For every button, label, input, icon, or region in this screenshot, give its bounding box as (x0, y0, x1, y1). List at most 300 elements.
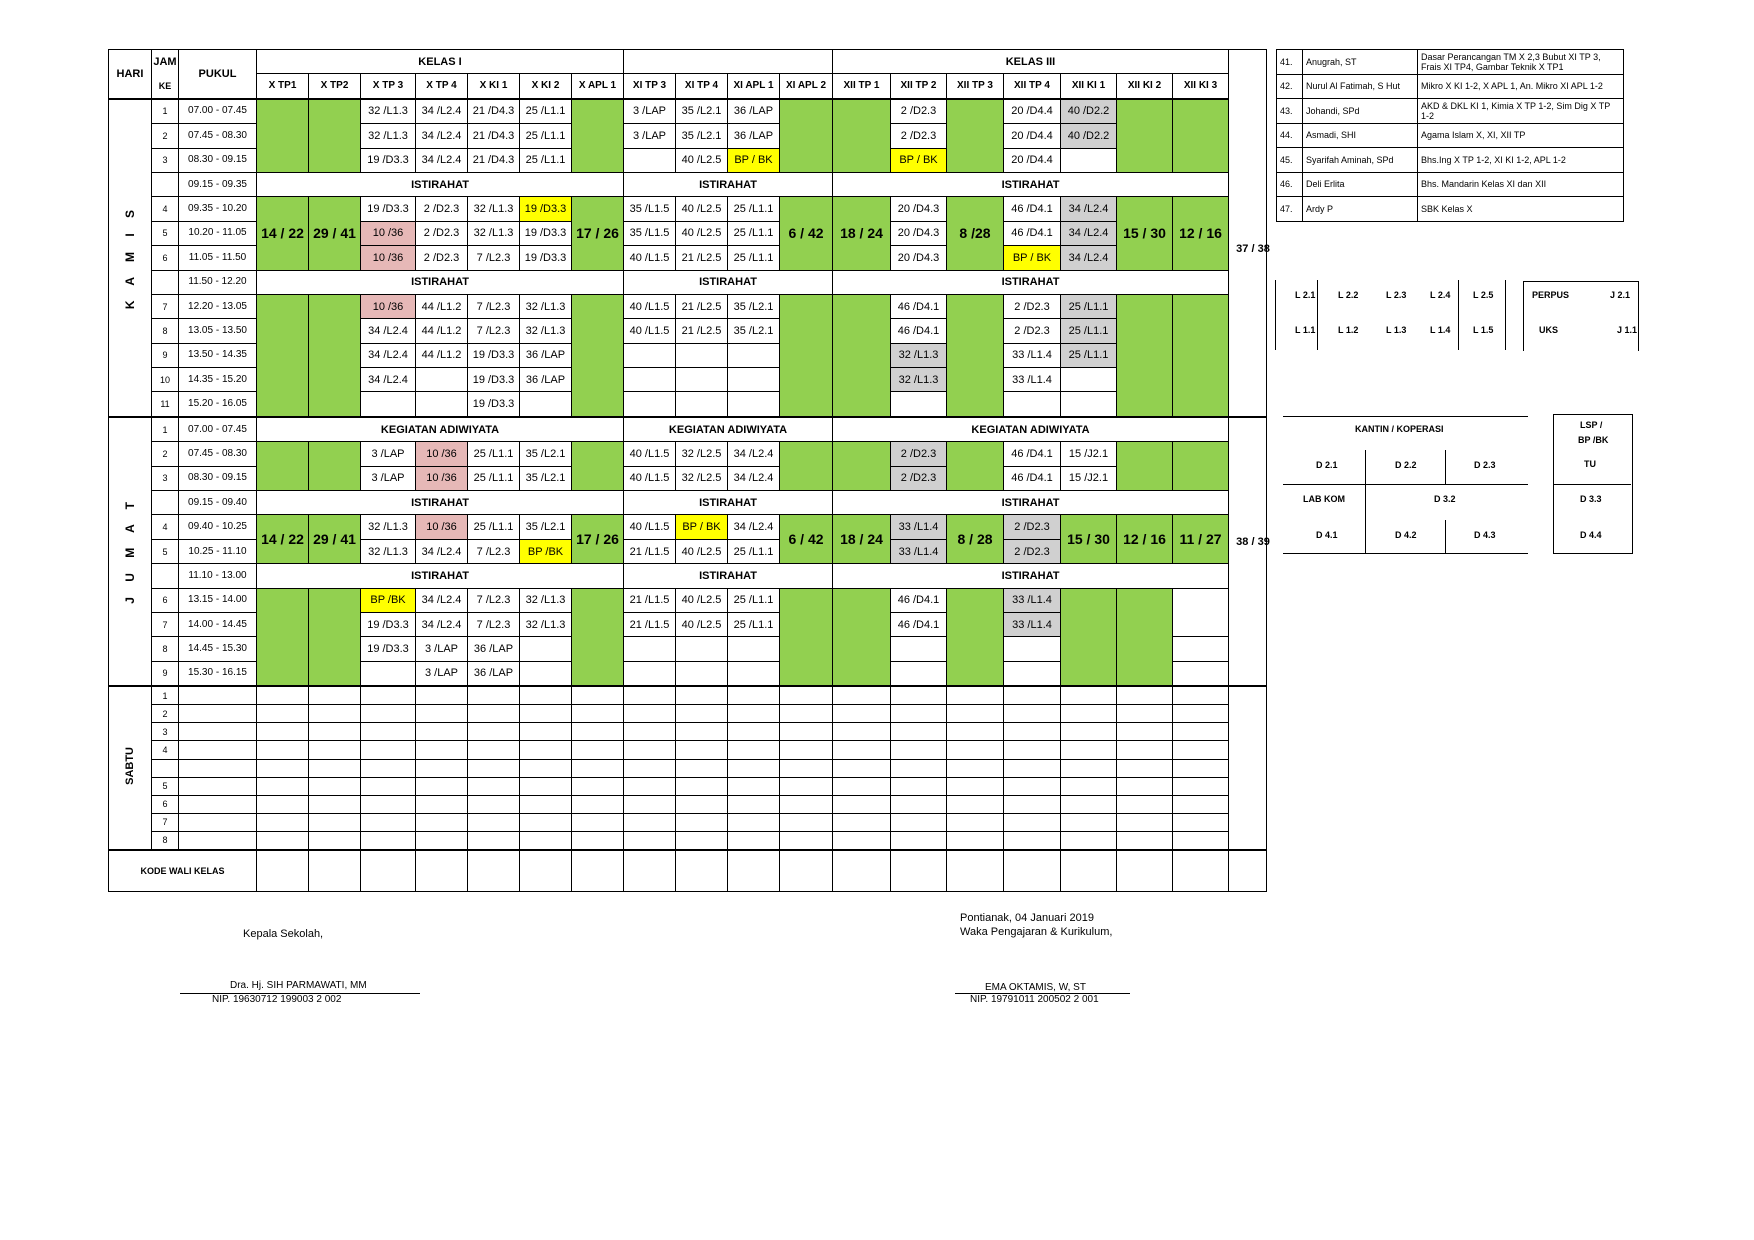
lesson-cell (728, 723, 780, 741)
teacher-no: 47. (1277, 197, 1303, 222)
lesson-cell (1117, 759, 1173, 777)
istirahat-label: ISTIRAHAT (257, 491, 624, 515)
lesson-cell: 35 /L2.1 (728, 294, 780, 318)
lesson-cell (947, 777, 1004, 795)
time-slot (179, 813, 257, 831)
lesson-cell (1173, 831, 1229, 850)
lesson-cell (891, 705, 947, 723)
lesson-cell: 15 /J2.1 (1061, 466, 1117, 490)
lesson-cell (520, 759, 572, 777)
lesson-cell: 40 /L1.5 (624, 319, 676, 343)
green-block: 8 / 28 (947, 515, 1004, 564)
lesson-cell: 34 /L2.4 (728, 442, 780, 466)
lesson-cell (1061, 795, 1117, 813)
lesson-cell (1061, 148, 1117, 172)
jam-ke: 7 (152, 813, 179, 831)
room-divider (1523, 281, 1639, 282)
lesson-cell (947, 705, 1004, 723)
lesson-cell: 19 /D3.3 (520, 221, 572, 245)
room-label: PERPUS (1532, 290, 1570, 300)
lesson-cell: 7 /L2.3 (468, 294, 520, 318)
lesson-cell (361, 661, 416, 686)
lesson-cell: 32 /L1.3 (361, 99, 416, 124)
lesson-cell (728, 705, 780, 723)
side-blank (1229, 686, 1267, 850)
teacher-no: 46. (1277, 172, 1303, 197)
time-slot (179, 759, 257, 777)
lesson-cell (947, 831, 1004, 850)
lesson-cell: 10 /36 (361, 221, 416, 245)
lesson-cell (416, 813, 468, 831)
room-label: TU (1584, 459, 1596, 469)
lesson-cell (676, 661, 728, 686)
green-block (572, 294, 624, 416)
lesson-cell (624, 813, 676, 831)
green-block: 12 / 16 (1117, 515, 1173, 564)
lesson-cell (1173, 759, 1229, 777)
lesson-cell: 19 /D3.3 (361, 637, 416, 661)
lesson-cell: 3 /LAP (624, 124, 676, 148)
lesson-cell (1061, 392, 1117, 417)
kode-wali-cell (1117, 850, 1173, 892)
green-block (1173, 99, 1229, 173)
green-block (1173, 294, 1229, 416)
green-block (309, 99, 361, 173)
lesson-cell (624, 795, 676, 813)
lesson-cell (624, 741, 676, 759)
room-label: UKS (1539, 325, 1559, 335)
green-block (947, 294, 1004, 416)
class-header: XII KI 2 (1117, 74, 1173, 99)
jam-ke: 11 (152, 392, 179, 417)
jam-ke: 8 (152, 319, 179, 343)
green-block: 15 / 30 (1117, 197, 1173, 270)
lesson-cell (1004, 637, 1061, 661)
lesson-cell (1061, 741, 1117, 759)
green-block (309, 294, 361, 416)
jam-ke: 3 (152, 723, 179, 741)
lesson-cell: 2 /D2.3 (416, 246, 468, 270)
time-slot: 07.45 - 08.30 (179, 442, 257, 466)
lesson-cell: 20 /D4.4 (1004, 124, 1061, 148)
lesson-cell (624, 637, 676, 661)
class-header: XII KI 3 (1173, 74, 1229, 99)
lesson-cell (728, 686, 780, 705)
lesson-cell (572, 759, 624, 777)
lesson-cell: 46 /D4.1 (891, 588, 947, 612)
lesson-cell: 35 /L2.1 (728, 319, 780, 343)
kode-wali-cell (1004, 850, 1061, 892)
lesson-cell (780, 686, 833, 705)
time-slot: 09.40 - 10.25 (179, 515, 257, 539)
room-label: D 2.1 (1316, 460, 1338, 470)
lesson-cell (624, 759, 676, 777)
class-header: XII TP 3 (947, 74, 1004, 99)
lesson-cell (257, 686, 309, 705)
lesson-cell (361, 686, 416, 705)
lesson-cell (728, 759, 780, 777)
lesson-cell (1004, 777, 1061, 795)
time-slot (179, 741, 257, 759)
principal-nip: NIP. 19630712 199003 2 002 (212, 994, 342, 1005)
lesson-cell: 3 /LAP (361, 442, 416, 466)
class-header: XI TP 4 (676, 74, 728, 99)
lesson-cell: BP /BK (361, 588, 416, 612)
lesson-cell (520, 637, 572, 661)
lesson-cell: 34 /L2.4 (361, 368, 416, 392)
lesson-cell: 20 /D4.3 (891, 197, 947, 221)
vice-principal-title: Waka Pengajaran & Kurikulum, (960, 926, 1113, 938)
side-class-number: 38 / 39 (1236, 536, 1270, 548)
time-slot: 07.00 - 07.45 (179, 417, 257, 442)
vice-principal-nip: NIP. 19791011 200502 2 001 (970, 994, 1099, 1005)
lesson-cell (1004, 831, 1061, 850)
lesson-cell (676, 637, 728, 661)
lesson-cell (468, 759, 520, 777)
lesson-cell: 20 /D4.4 (1004, 99, 1061, 124)
lesson-cell (1004, 661, 1061, 686)
lesson-cell: 20 /D4.4 (1004, 148, 1061, 172)
lesson-cell (891, 723, 947, 741)
green-block (780, 294, 833, 416)
room-label: D 2.2 (1395, 460, 1417, 470)
room-label: L 1.5 (1473, 325, 1494, 335)
lesson-cell: 40 /L1.5 (624, 515, 676, 539)
lesson-cell (624, 392, 676, 417)
lesson-cell: 46 /D4.1 (1004, 221, 1061, 245)
lesson-cell (676, 759, 728, 777)
lesson-cell (257, 705, 309, 723)
jam-ke (152, 759, 179, 777)
lesson-cell (309, 831, 361, 850)
lesson-cell (1004, 813, 1061, 831)
room-divider (1553, 484, 1631, 485)
side-blank (1229, 850, 1267, 892)
kode-wali-cell (1173, 850, 1229, 892)
lesson-cell (1117, 777, 1173, 795)
lesson-cell: 21 /L2.5 (676, 246, 728, 270)
lesson-cell (891, 741, 947, 759)
lesson-cell (1004, 392, 1061, 417)
green-block (833, 442, 891, 491)
lesson-cell: 35 /L1.5 (624, 221, 676, 245)
room-label: D 2.3 (1474, 460, 1496, 470)
lesson-cell: 19 /D3.3 (468, 368, 520, 392)
time-slot: 07.45 - 08.30 (179, 124, 257, 148)
lesson-cell (520, 831, 572, 850)
lesson-cell: 7 /L2.3 (468, 539, 520, 563)
time-slot: 08.30 - 09.15 (179, 466, 257, 490)
lesson-cell: 34 /L2.4 (1061, 221, 1117, 245)
lesson-cell: 32 /L1.3 (361, 515, 416, 539)
lesson-cell (572, 831, 624, 850)
class-header: XII TP 1 (833, 74, 891, 99)
lesson-cell (309, 705, 361, 723)
lesson-cell (309, 759, 361, 777)
time-slot: 09.15 - 09.35 (179, 172, 257, 196)
kode-wali-cell (520, 850, 572, 892)
lesson-cell (257, 777, 309, 795)
lesson-cell (1061, 705, 1117, 723)
green-block: 29 / 41 (309, 515, 361, 564)
jam-ke: 8 (152, 831, 179, 850)
room-label: L 2.4 (1430, 290, 1451, 300)
lesson-cell: 32 /L2.5 (676, 466, 728, 490)
jam-ke: 7 (152, 612, 179, 636)
lesson-cell (624, 723, 676, 741)
lesson-cell (891, 831, 947, 850)
lesson-cell (676, 813, 728, 831)
time-slot (179, 686, 257, 705)
class-header: X TP 4 (416, 74, 468, 99)
lesson-cell (891, 759, 947, 777)
jam-ke (152, 270, 179, 294)
lesson-cell (572, 741, 624, 759)
lesson-cell: 32 /L2.5 (676, 442, 728, 466)
lesson-cell: 10 /36 (416, 466, 468, 490)
lesson-cell: 2 /D2.3 (1004, 319, 1061, 343)
lesson-cell (1117, 813, 1173, 831)
lesson-cell: 10 /36 (416, 515, 468, 539)
istirahat-label: ISTIRAHAT (833, 564, 1229, 588)
lesson-cell: 21 /L1.5 (624, 588, 676, 612)
room-label: LAB KOM (1303, 494, 1345, 504)
lesson-cell (1004, 705, 1061, 723)
room-label: D 4.2 (1395, 530, 1417, 540)
green-block (309, 588, 361, 686)
jam-ke: 2 (152, 442, 179, 466)
lesson-cell (520, 705, 572, 723)
day-sabtu-label: SABTU (124, 747, 136, 786)
day-jumat-label: J U M A T (123, 496, 137, 604)
teacher-no: 41. (1277, 50, 1303, 75)
lesson-cell: 36 /LAP (520, 368, 572, 392)
lesson-cell: 34 /L2.4 (1061, 197, 1117, 221)
room-divider (1523, 281, 1524, 351)
class-header: XI APL 2 (780, 74, 833, 99)
lesson-cell (257, 795, 309, 813)
hari-header: HARI (109, 50, 152, 99)
room-label: BP /BK (1578, 435, 1609, 445)
lesson-cell: 19 /D3.3 (468, 392, 520, 417)
lesson-cell (624, 686, 676, 705)
lesson-cell: 40 /L1.5 (624, 442, 676, 466)
time-slot: 14.00 - 14.45 (179, 612, 257, 636)
lesson-cell: 25 /L1.1 (520, 148, 572, 172)
room-label: L 1.2 (1338, 325, 1359, 335)
lesson-cell: 35 /L2.1 (520, 515, 572, 539)
lesson-cell: 2 /D2.3 (891, 466, 947, 490)
lesson-cell (728, 813, 780, 831)
lesson-cell (520, 723, 572, 741)
green-block (780, 442, 833, 491)
lesson-cell (1173, 661, 1229, 686)
lesson-cell: 33 /L1.4 (1004, 612, 1061, 636)
kode-wali-cell (891, 850, 947, 892)
green-block (572, 442, 624, 491)
lesson-cell (468, 795, 520, 813)
lesson-cell: 33 /L1.4 (891, 515, 947, 539)
lesson-cell: 40 /L2.5 (676, 221, 728, 245)
teacher-name: Asmadi, SHI (1303, 123, 1418, 148)
time-slot: 09.15 - 09.40 (179, 491, 257, 515)
lesson-cell: 46 /D4.1 (891, 319, 947, 343)
lesson-cell (468, 813, 520, 831)
lesson-cell: 32 /L1.3 (520, 294, 572, 318)
lesson-cell (780, 741, 833, 759)
lesson-cell: 32 /L1.3 (361, 124, 416, 148)
jam-ke: 1 (152, 686, 179, 705)
room-label: J 1.1 (1617, 325, 1638, 335)
time-slot (179, 705, 257, 723)
time-slot: 09.35 - 10.20 (179, 197, 257, 221)
lesson-cell (468, 686, 520, 705)
teacher-subject: Bhs. Mandarin Kelas XI dan XII (1418, 172, 1624, 197)
lesson-cell: 35 /L2.1 (520, 466, 572, 490)
lesson-cell: 19 /D3.3 (520, 197, 572, 221)
jam-ke: 7 (152, 294, 179, 318)
side-class-number: 37 / 38 (1236, 243, 1270, 255)
jam-ke: 10 (152, 368, 179, 392)
lesson-cell (1173, 741, 1229, 759)
lesson-cell: 20 /D4.3 (891, 221, 947, 245)
lesson-cell (520, 392, 572, 417)
lesson-cell (891, 392, 947, 417)
lesson-cell: 35 /L2.1 (676, 124, 728, 148)
lesson-cell: 44 /L1.2 (416, 343, 468, 367)
lesson-cell: 40 /L1.5 (624, 246, 676, 270)
green-block: 29 / 41 (309, 197, 361, 270)
room-label: L 2.3 (1386, 290, 1407, 300)
lesson-cell (416, 392, 468, 417)
kode-wali-label: KODE WALI KELAS (109, 850, 257, 892)
lesson-cell: 7 /L2.3 (468, 588, 520, 612)
lesson-cell (416, 741, 468, 759)
teacher-name: Syarifah Aminah, SPd (1303, 148, 1418, 173)
lesson-cell (891, 661, 947, 686)
lesson-cell: 36 /LAP (468, 637, 520, 661)
green-block: 17 / 26 (572, 197, 624, 270)
lesson-cell: 32 /L1.3 (520, 588, 572, 612)
kode-wali-cell (572, 850, 624, 892)
lesson-cell: 19 /D3.3 (361, 197, 416, 221)
jam-ke: 5 (152, 221, 179, 245)
lesson-cell: 34 /L2.4 (416, 124, 468, 148)
lesson-cell (468, 831, 520, 850)
class-header: XI TP 3 (624, 74, 676, 99)
lesson-cell (728, 392, 780, 417)
lesson-cell: 10 /36 (361, 294, 416, 318)
green-block (780, 588, 833, 686)
lesson-cell (1004, 686, 1061, 705)
room-label: L 1.1 (1295, 325, 1316, 335)
lesson-cell (780, 813, 833, 831)
lesson-cell (947, 759, 1004, 777)
kode-wali-cell (1061, 850, 1117, 892)
room-label: D 4.4 (1580, 530, 1602, 540)
kode-wali-cell (947, 850, 1004, 892)
lesson-cell (1173, 637, 1229, 661)
kode-wali-cell (309, 850, 361, 892)
room-label: D 3.2 (1434, 494, 1456, 504)
pukul-header: PUKUL (179, 50, 257, 99)
time-slot: 10.20 - 11.05 (179, 221, 257, 245)
lesson-cell (520, 661, 572, 686)
green-block: 15 / 30 (1061, 515, 1117, 564)
time-slot: 08.30 - 09.15 (179, 148, 257, 172)
lesson-cell (309, 777, 361, 795)
lesson-cell (416, 368, 468, 392)
class-header: X TP 3 (361, 74, 416, 99)
green-block (257, 442, 309, 491)
lesson-cell (728, 343, 780, 367)
green-block (833, 99, 891, 173)
lesson-cell: 2 /D2.3 (891, 442, 947, 466)
lesson-cell (728, 741, 780, 759)
lesson-cell (1117, 831, 1173, 850)
lesson-cell (624, 777, 676, 795)
lesson-cell (572, 795, 624, 813)
lesson-cell: 15 /J2.1 (1061, 442, 1117, 466)
time-slot (179, 831, 257, 850)
adiwiyata-label: KEGIATAN ADIWIYATA (833, 417, 1229, 442)
lesson-cell (891, 686, 947, 705)
lesson-cell: 25 /L1.1 (728, 539, 780, 563)
room-divider (1365, 450, 1366, 554)
time-slot (179, 795, 257, 813)
lesson-cell: 33 /L1.4 (1004, 368, 1061, 392)
lesson-cell (309, 686, 361, 705)
lesson-cell: 21 /L2.5 (676, 319, 728, 343)
lesson-cell: 46 /D4.1 (1004, 442, 1061, 466)
teacher-no: 45. (1277, 148, 1303, 173)
lesson-cell (833, 795, 891, 813)
time-slot: 11.50 - 12.20 (179, 270, 257, 294)
lesson-cell: 35 /L1.5 (624, 197, 676, 221)
lesson-cell (361, 705, 416, 723)
side-blank (1229, 172, 1267, 416)
lesson-cell: 19 /D3.3 (361, 148, 416, 172)
lesson-cell: 33 /L1.4 (891, 539, 947, 563)
lesson-cell (676, 777, 728, 795)
istirahat-label: ISTIRAHAT (833, 172, 1229, 196)
jam-ke: 4 (152, 515, 179, 539)
jam-ke: 1 (152, 417, 179, 442)
lesson-cell (1173, 705, 1229, 723)
lesson-cell (833, 723, 891, 741)
lesson-cell (676, 392, 728, 417)
teacher-subject: Bhs.Ing X TP 1-2, XI KI 1-2, APL 1-2 (1418, 148, 1624, 173)
lesson-cell: 19 /D3.3 (520, 246, 572, 270)
green-block (833, 294, 891, 416)
lesson-cell (1117, 723, 1173, 741)
teacher-subject: SBK Kelas X (1418, 197, 1624, 222)
lesson-cell: 34 /L2.4 (728, 466, 780, 490)
kode-wali-cell (416, 850, 468, 892)
lesson-cell (1061, 759, 1117, 777)
jam-ke: 5 (152, 539, 179, 563)
lesson-cell: 32 /L1.3 (520, 612, 572, 636)
istirahat-label: ISTIRAHAT (624, 491, 833, 515)
lesson-cell (468, 705, 520, 723)
lesson-cell: 34 /L2.4 (1061, 246, 1117, 270)
lesson-cell (624, 661, 676, 686)
class-header: X APL 1 (572, 74, 624, 99)
principal-name: Dra. Hj. SIH PARMAWATI, MM (230, 980, 367, 991)
lesson-cell: 25 /L1.1 (1061, 319, 1117, 343)
lesson-cell: 10 /36 (416, 442, 468, 466)
jam-ke: 2 (152, 705, 179, 723)
